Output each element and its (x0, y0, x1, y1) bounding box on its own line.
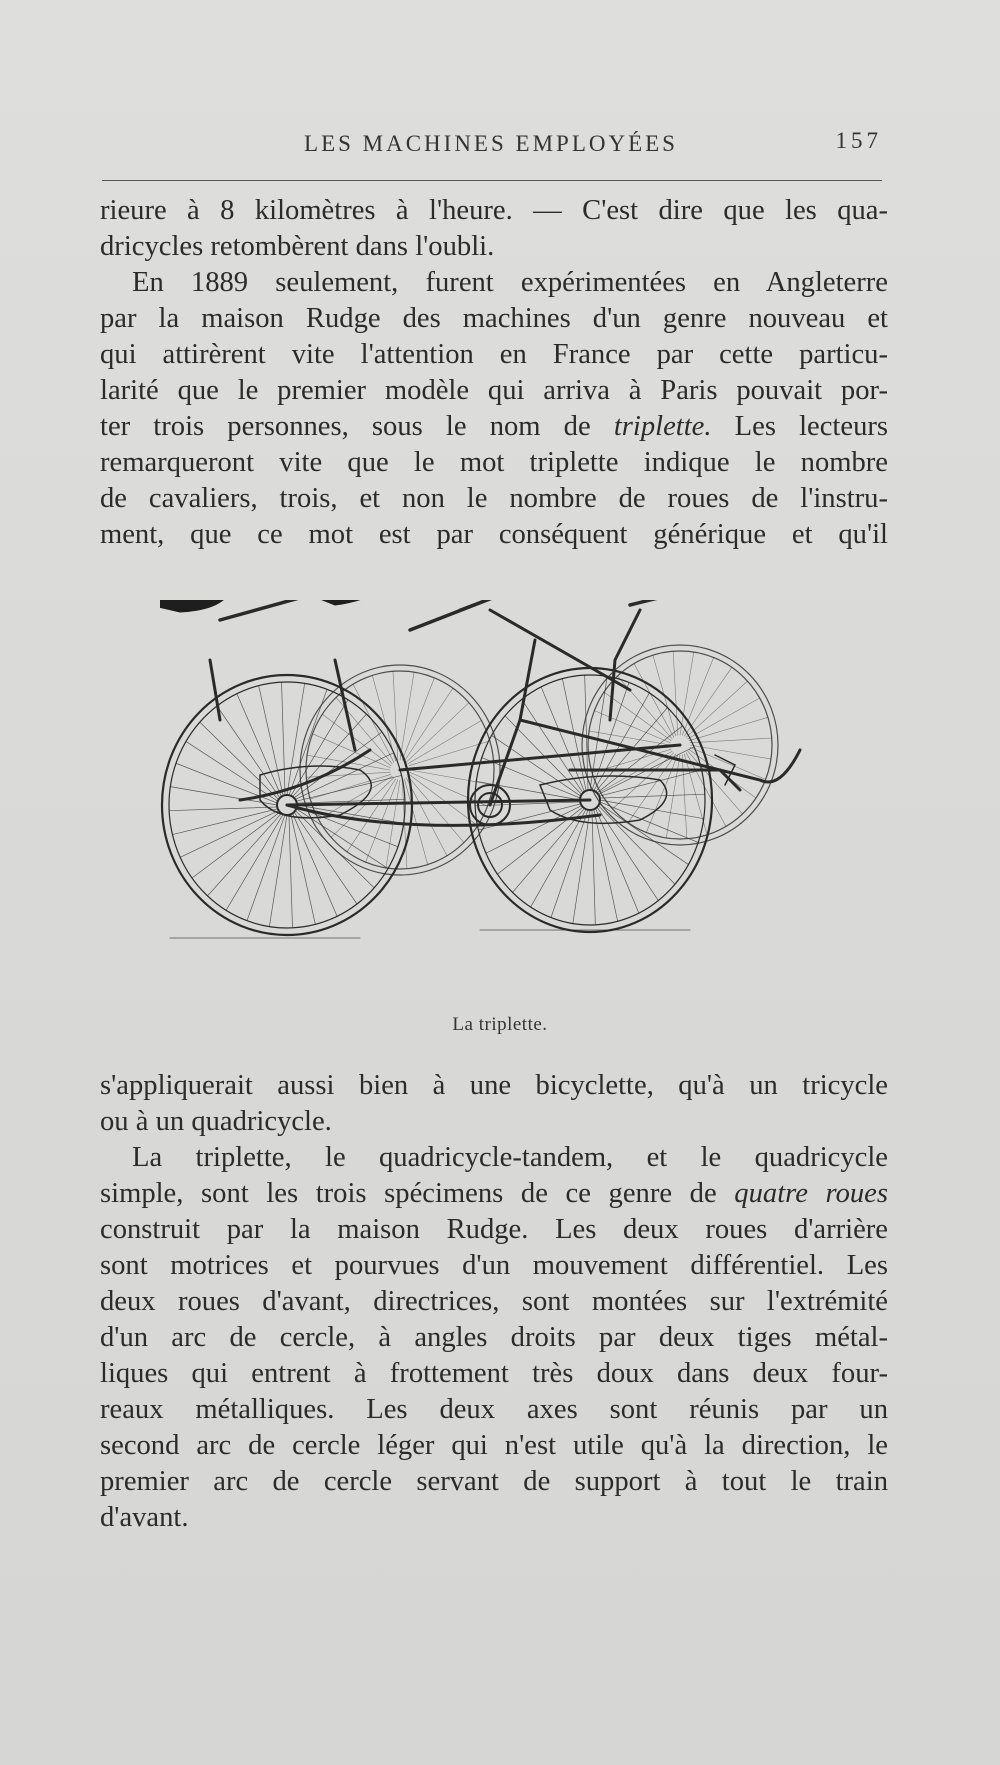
text-line: larité que le premier modèle qui arriva à Paris pouvait por- (100, 375, 888, 406)
wheel-spoke (688, 698, 760, 739)
wheel-spoke (597, 726, 682, 793)
wheel-spoke (282, 682, 286, 795)
wheel-spoke (600, 800, 704, 819)
wheel-spoke (634, 664, 674, 738)
text-line: premier arc de cercle servant de support à tout le train (100, 1466, 888, 1497)
text-line: En 1889 seulement, furent expérimentées en Angleterre (132, 267, 888, 298)
wheel-spoke (673, 651, 678, 735)
italic-term: triplette. (613, 411, 712, 442)
text-segment: simple, sont les trois spécimens de ce genre de (100, 1178, 717, 1209)
wheel-spoke (594, 809, 618, 921)
bottom-paragraphs (100, 1068, 888, 1536)
wheel-spoke (599, 804, 688, 865)
wheel-spoke (289, 815, 293, 928)
wheel-spoke (666, 755, 680, 838)
text-line: d'un arc de cercle, à angles droits par deux tiges métal- (100, 1322, 888, 1353)
wheel-spoke (259, 686, 284, 796)
text-line: de cavaliers, trois, et non le nombre de roues de l'instru- (100, 483, 888, 514)
wheel-spoke (408, 721, 482, 764)
top-paragraphs (100, 193, 888, 553)
text-line: par la maison Rudge des machines d'un genre nouveau et (100, 303, 888, 334)
text-line: reaux métalliques. Les deux axes sont réunis par un (100, 1394, 888, 1425)
italic-term: quatre roues (734, 1178, 888, 1209)
figure-caption: La triplette. (452, 1014, 548, 1035)
wheel-spoke (400, 672, 414, 760)
text-segment: Les lecteurs (734, 411, 889, 442)
triplette-engraving (160, 600, 840, 1010)
text-line: d'avant. (100, 1502, 189, 1533)
running-head (100, 128, 882, 158)
wheel-spoke (646, 755, 677, 833)
wheel-spoke (680, 652, 694, 735)
wheel-spoke (291, 700, 348, 796)
ground-line (170, 930, 690, 938)
page-number: 157 (835, 128, 882, 153)
wheel-spoke (600, 794, 705, 798)
wheel-spoke (404, 779, 427, 865)
wheel-spoke (169, 807, 277, 811)
text-line: sont motrices et pourvues d'un mouvement différentiel. Les (100, 1250, 888, 1281)
text-line: qui attirèrent vite l'attention en France par cette particu- (100, 339, 888, 370)
wheel-spoke (682, 658, 713, 736)
text-line: construit par la maison Rudge. Les deux roues d'arrière (100, 1214, 888, 1245)
text-line: liques qui entrent à frottement très doux dans deux four- (100, 1358, 888, 1389)
text-line: ou à un quadricycle. (100, 1106, 332, 1137)
wheel-spoke (410, 770, 493, 785)
text-line: remarqueront vite que le mot triplette indique le nombre (100, 447, 888, 478)
running-title: LES MACHINES EMPLOYÉES (304, 131, 678, 156)
wheel-spoke (690, 747, 766, 779)
text-line: ment, que ce mot est par conséquent générique et qu'il (100, 519, 888, 550)
header-rule (102, 180, 882, 181)
wheel-spoke (590, 676, 607, 790)
wheel-spoke (393, 671, 398, 760)
text-segment: ter trois personnes, sous le nom de (100, 411, 591, 442)
wheel-spoke (682, 755, 687, 839)
text-line: deux roues d'avant, directrices, sont montées sur l'extrémité (100, 1286, 888, 1317)
wheel-spoke (172, 809, 277, 835)
wheel-spoke (402, 678, 434, 760)
wheel-spoke (291, 814, 316, 924)
wheel-spoke (589, 731, 670, 745)
wheel-spoke (594, 711, 670, 743)
wheel-spoke (269, 815, 287, 927)
wheel-spoke (573, 810, 590, 924)
wheel-spoke (600, 751, 672, 792)
wheel-spoke (690, 738, 772, 743)
wheel-spoke (287, 683, 305, 795)
text-line: dricycles retombèrent dans l'oubli. (100, 231, 495, 262)
wheel-spoke (353, 684, 394, 762)
wheel-spoke (592, 810, 595, 925)
text-line: second arc de cercle léger qui n'est utile qu'à la direction, le (100, 1430, 888, 1461)
text-line-with-italic (100, 409, 888, 445)
saddles (160, 600, 610, 612)
text-line: s'appliquerait aussi bien à une bicyclette, qu'à un tricycle (100, 1070, 888, 1101)
wheel-spoke (319, 776, 393, 819)
wheel-spoke (689, 717, 768, 740)
text-line: rieure à 8 kilomètres à l'heure. — C'est dire que les qua- (100, 195, 888, 226)
wheel-spoke (226, 814, 283, 910)
text-line-with-italic (100, 1176, 888, 1212)
text-line: La triplette, le quadricycle-tandem, et le quadricycle (132, 1142, 888, 1173)
wheel-spoke (186, 741, 278, 801)
